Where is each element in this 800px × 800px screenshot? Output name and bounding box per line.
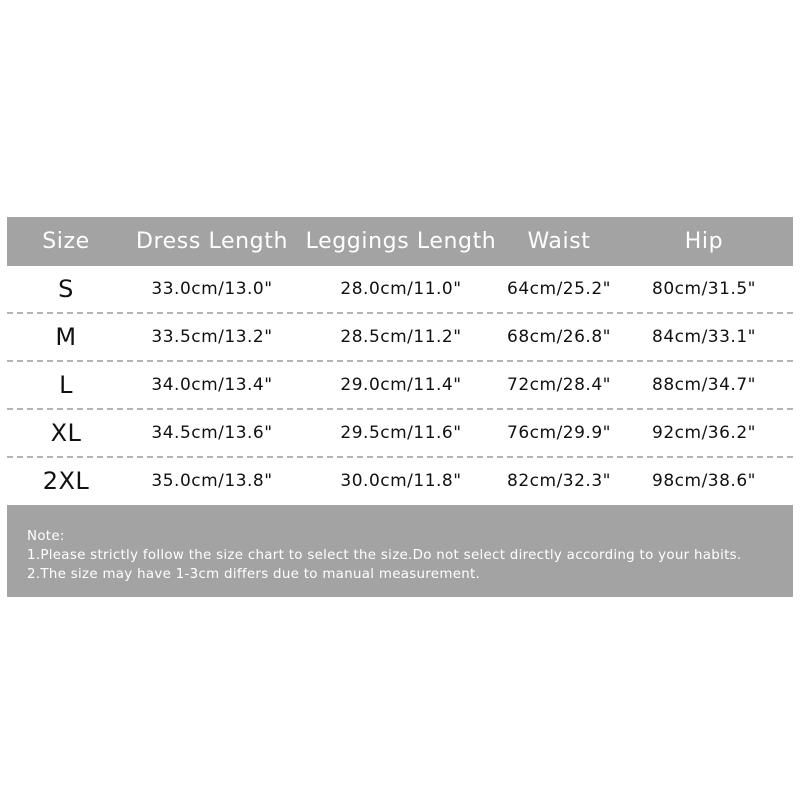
header-size: Size (42, 229, 90, 254)
table-header-row (7, 217, 793, 266)
dress-length-cell: 34.0cm/13.4" (151, 375, 273, 395)
dress-length-cell: 33.0cm/13.0" (151, 279, 273, 299)
hip-cell: 88cm/34.7" (652, 375, 756, 395)
table-body (7, 266, 793, 504)
leggings-length-cell: 29.5cm/11.6" (340, 423, 462, 443)
table-row (7, 458, 793, 504)
dress-length-cell: 35.0cm/13.8" (151, 471, 273, 491)
waist-cell: 76cm/29.9" (507, 423, 611, 443)
size-cell: 2XL (42, 467, 90, 495)
leggings-length-cell: 30.0cm/11.8" (340, 471, 462, 491)
hip-cell: 98cm/38.6" (652, 471, 756, 491)
size-cell: L (59, 371, 73, 399)
waist-cell: 68cm/26.8" (507, 327, 611, 347)
header-waist: Waist (527, 229, 591, 254)
hip-cell: 84cm/33.1" (652, 327, 756, 347)
waist-cell: 82cm/32.3" (507, 471, 611, 491)
table-row (7, 362, 793, 410)
waist-cell: 64cm/25.2" (507, 279, 611, 299)
size-cell: M (55, 323, 77, 351)
note-box (7, 505, 793, 597)
note-line-2: 2.The size may have 1-3cm differs due to manual measurement. (27, 567, 481, 582)
table-row (7, 410, 793, 458)
size-chart-table (7, 217, 793, 504)
waist-cell: 72cm/28.4" (507, 375, 611, 395)
hip-cell: 92cm/36.2" (652, 423, 756, 443)
hip-cell: 80cm/31.5" (652, 279, 756, 299)
header-dress-length: Dress Length (135, 229, 289, 254)
size-cell: XL (50, 419, 82, 447)
header-hip: Hip (684, 229, 724, 254)
table-row (7, 314, 793, 362)
note-line-1: 1.Please strictly follow the size chart to select the size.Do not select directly according to your habits. (27, 548, 742, 563)
leggings-length-cell: 28.0cm/11.0" (340, 279, 462, 299)
leggings-length-cell: 28.5cm/11.2" (340, 327, 462, 347)
header-leggings-length: Leggings Length (305, 229, 497, 254)
table-row (7, 266, 793, 314)
size-cell: S (58, 275, 74, 303)
dress-length-cell: 34.5cm/13.6" (151, 423, 273, 443)
leggings-length-cell: 29.0cm/11.4" (340, 375, 462, 395)
note-title: Note: (27, 529, 65, 544)
dress-length-cell: 33.5cm/13.2" (151, 327, 273, 347)
